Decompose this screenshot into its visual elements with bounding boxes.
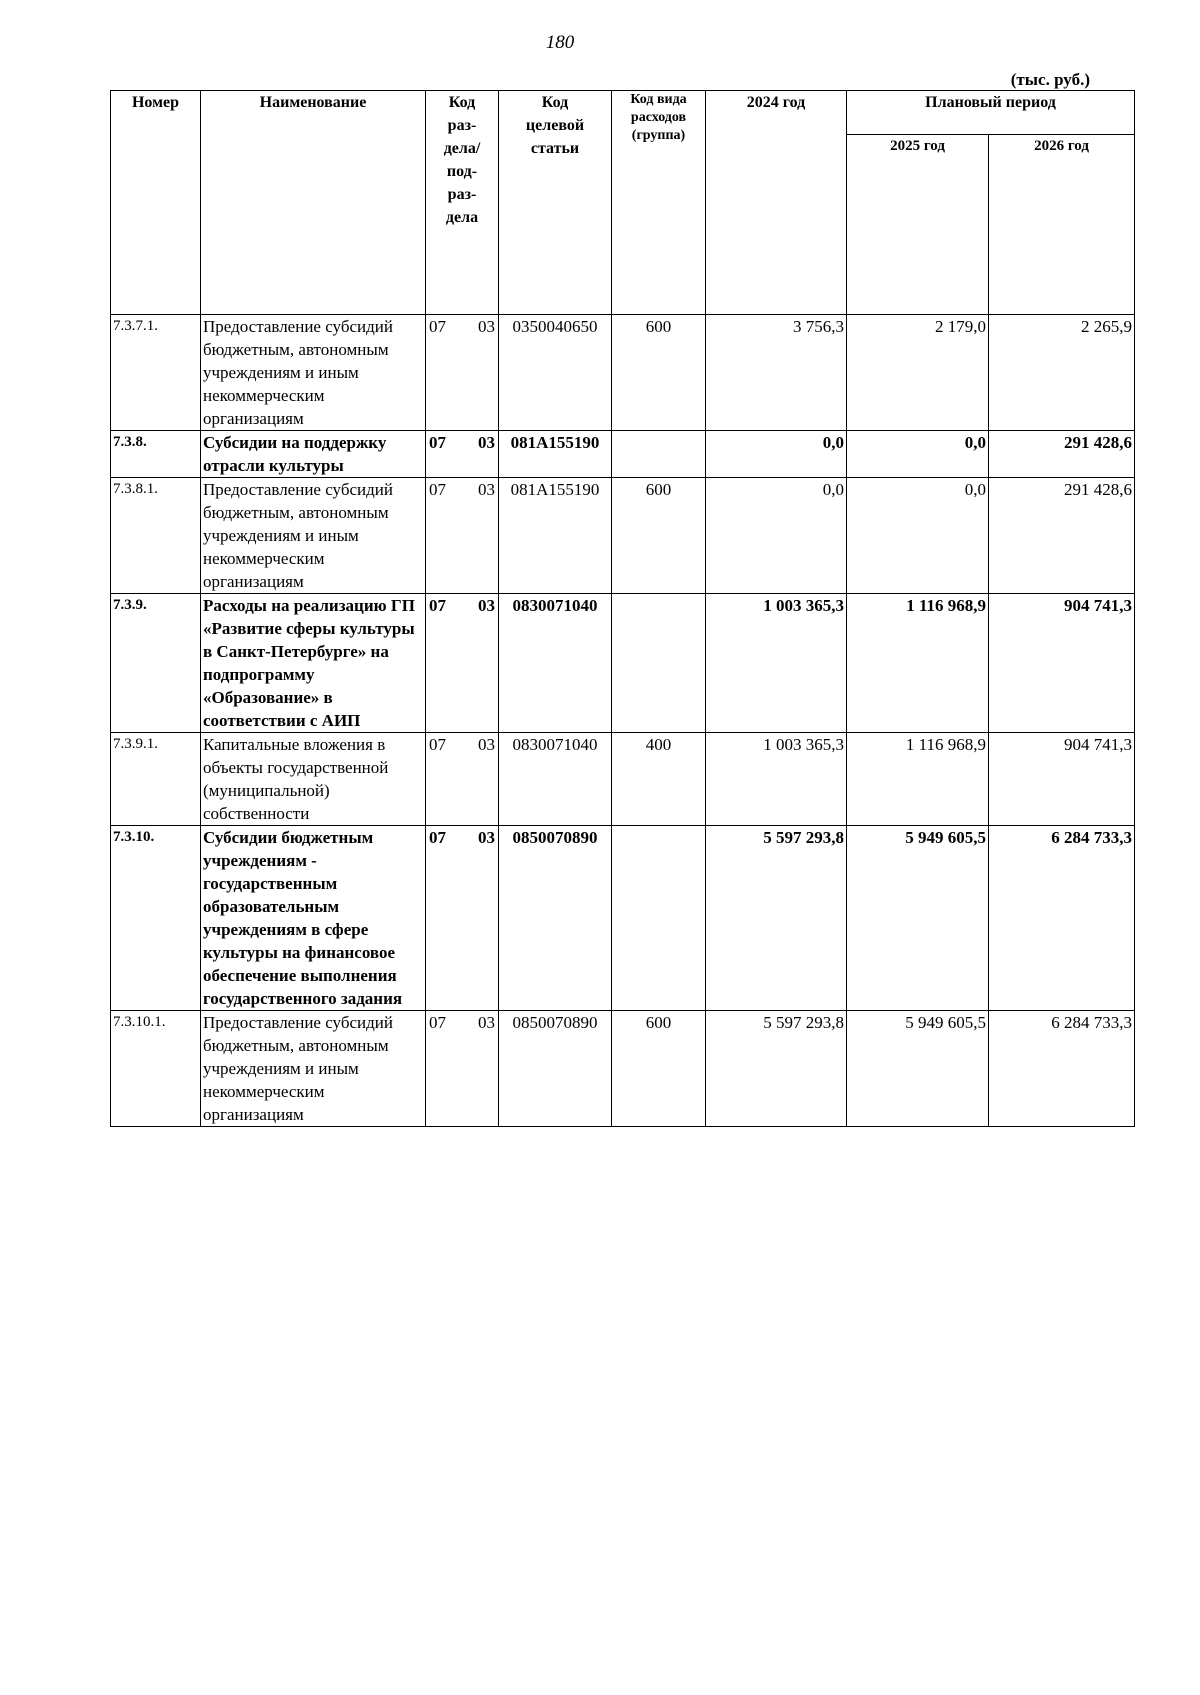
subsection-code: 03 bbox=[478, 828, 495, 847]
row-amount-2026: 2 265,9 bbox=[989, 315, 1135, 431]
header-2025: 2025 год bbox=[847, 135, 989, 315]
row-section-code bbox=[426, 315, 499, 431]
section-code: 07 bbox=[429, 1013, 446, 1032]
row-expense-type: 400 bbox=[612, 733, 706, 826]
section-code: 07 bbox=[429, 596, 446, 615]
row-section-code bbox=[426, 431, 499, 478]
section-code: 07 bbox=[429, 735, 446, 754]
row-amount-2024: 1 003 365,3 bbox=[706, 594, 847, 733]
row-target-code: 081А155190 bbox=[499, 431, 612, 478]
section-code: 07 bbox=[429, 828, 446, 847]
row-expense-type bbox=[612, 594, 706, 733]
section-code-pair bbox=[428, 431, 496, 454]
row-amount-2026: 904 741,3 bbox=[989, 594, 1135, 733]
section-code: 07 bbox=[429, 480, 446, 499]
table-row bbox=[111, 1011, 1135, 1127]
units-label: (тыс. руб.) bbox=[1010, 70, 1090, 89]
header-number: Номер bbox=[111, 91, 201, 315]
row-amount-2026: 904 741,3 bbox=[989, 733, 1135, 826]
section-code: 07 bbox=[429, 317, 446, 336]
section-code-pair bbox=[428, 594, 496, 617]
row-target-code: 0850070890 bbox=[499, 826, 612, 1011]
header-2026: 2026 год bbox=[989, 135, 1135, 315]
subsection-code: 03 bbox=[478, 1013, 495, 1032]
subsection-code: 03 bbox=[478, 480, 495, 499]
budget-table bbox=[110, 90, 1135, 1127]
row-target-code: 0830071040 bbox=[499, 733, 612, 826]
table-row bbox=[111, 594, 1135, 733]
page-number: 180 bbox=[545, 32, 575, 53]
row-amount-2024: 3 756,3 bbox=[706, 315, 847, 431]
row-name: Предоставление субсидий бюджетным, автономным учреждениям и иным некоммерческим организациям bbox=[201, 315, 426, 431]
row-amount-2024: 5 597 293,8 bbox=[706, 1011, 847, 1127]
row-section-code bbox=[426, 594, 499, 733]
row-number: 7.3.8.1. bbox=[111, 478, 201, 594]
row-section-code bbox=[426, 733, 499, 826]
table-row bbox=[111, 315, 1135, 431]
row-amount-2026: 6 284 733,3 bbox=[989, 826, 1135, 1011]
row-amount-2026: 291 428,6 bbox=[989, 478, 1135, 594]
header-name: Наименование bbox=[201, 91, 426, 315]
row-amount-2026: 6 284 733,3 bbox=[989, 1011, 1135, 1127]
row-target-code: 0830071040 bbox=[499, 594, 612, 733]
section-code-pair bbox=[428, 315, 496, 338]
row-amount-2024: 0,0 bbox=[706, 478, 847, 594]
table-row bbox=[111, 431, 1135, 478]
row-number: 7.3.10.1. bbox=[111, 1011, 201, 1127]
header-target-code-text: Код целевой статьи bbox=[525, 94, 585, 157]
header-planning-period: Плановый период bbox=[847, 91, 1135, 135]
table-row bbox=[111, 826, 1135, 1011]
row-target-code: 081А155190 bbox=[499, 478, 612, 594]
subsection-code: 03 bbox=[478, 596, 495, 615]
row-section-code bbox=[426, 1011, 499, 1127]
row-amount-2024: 5 597 293,8 bbox=[706, 826, 847, 1011]
section-code: 07 bbox=[429, 433, 446, 452]
row-name: Субсидии бюджетным учреждениям - государственным образовательным учреждениям в сфере культуры на финансовое обеспечение выполнения государственного задания bbox=[201, 826, 426, 1011]
section-code-pair bbox=[428, 1011, 496, 1034]
row-expense-type: 600 bbox=[612, 478, 706, 594]
row-name: Предоставление субсидий бюджетным, автономным учреждениям и иным некоммерческим организациям bbox=[201, 1011, 426, 1127]
header-section-code bbox=[426, 91, 499, 315]
row-section-code bbox=[426, 826, 499, 1011]
section-code-pair bbox=[428, 826, 496, 849]
table-row bbox=[111, 478, 1135, 594]
header-target-code bbox=[499, 91, 612, 315]
header-section-code-text: Код раз-дела/ под-раз-дела bbox=[443, 94, 481, 226]
row-amount-2026: 291 428,6 bbox=[989, 431, 1135, 478]
row-name: Капитальные вложения в объекты государственной (муниципальной) собственности bbox=[201, 733, 426, 826]
header-expense-type bbox=[612, 91, 706, 315]
subsection-code: 03 bbox=[478, 735, 495, 754]
row-number: 7.3.9.1. bbox=[111, 733, 201, 826]
table-row bbox=[111, 733, 1135, 826]
budget-table-body bbox=[111, 315, 1135, 1127]
row-amount-2025: 0,0 bbox=[847, 478, 989, 594]
row-amount-2025: 1 116 968,9 bbox=[847, 733, 989, 826]
row-expense-type: 600 bbox=[612, 1011, 706, 1127]
row-name: Субсидии на поддержку отрасли культуры bbox=[201, 431, 426, 478]
row-section-code bbox=[426, 478, 499, 594]
row-target-code: 0850070890 bbox=[499, 1011, 612, 1127]
header-2024: 2024 год bbox=[706, 91, 847, 315]
row-name: Расходы на реализацию ГП «Развитие сферы культуры в Санкт-Петербурге» на подпрограмму «Образование» в соответствии с АИП bbox=[201, 594, 426, 733]
row-target-code: 0350040650 bbox=[499, 315, 612, 431]
row-amount-2025: 0,0 bbox=[847, 431, 989, 478]
row-amount-2025: 5 949 605,5 bbox=[847, 826, 989, 1011]
row-expense-type bbox=[612, 431, 706, 478]
row-number: 7.3.9. bbox=[111, 594, 201, 733]
row-number: 7.3.10. bbox=[111, 826, 201, 1011]
row-name: Предоставление субсидий бюджетным, автономным учреждениям и иным некоммерческим организациям bbox=[201, 478, 426, 594]
row-number: 7.3.7.1. bbox=[111, 315, 201, 431]
subsection-code: 03 bbox=[478, 317, 495, 336]
row-amount-2025: 2 179,0 bbox=[847, 315, 989, 431]
row-expense-type: 600 bbox=[612, 315, 706, 431]
header-expense-type-text: Код вида расходов (группа) bbox=[630, 92, 687, 143]
row-amount-2025: 1 116 968,9 bbox=[847, 594, 989, 733]
row-expense-type bbox=[612, 826, 706, 1011]
row-amount-2024: 1 003 365,3 bbox=[706, 733, 847, 826]
row-amount-2024: 0,0 bbox=[706, 431, 847, 478]
section-code-pair bbox=[428, 733, 496, 756]
section-code-pair bbox=[428, 478, 496, 501]
row-amount-2025: 5 949 605,5 bbox=[847, 1011, 989, 1127]
row-number: 7.3.8. bbox=[111, 431, 201, 478]
subsection-code: 03 bbox=[478, 433, 495, 452]
